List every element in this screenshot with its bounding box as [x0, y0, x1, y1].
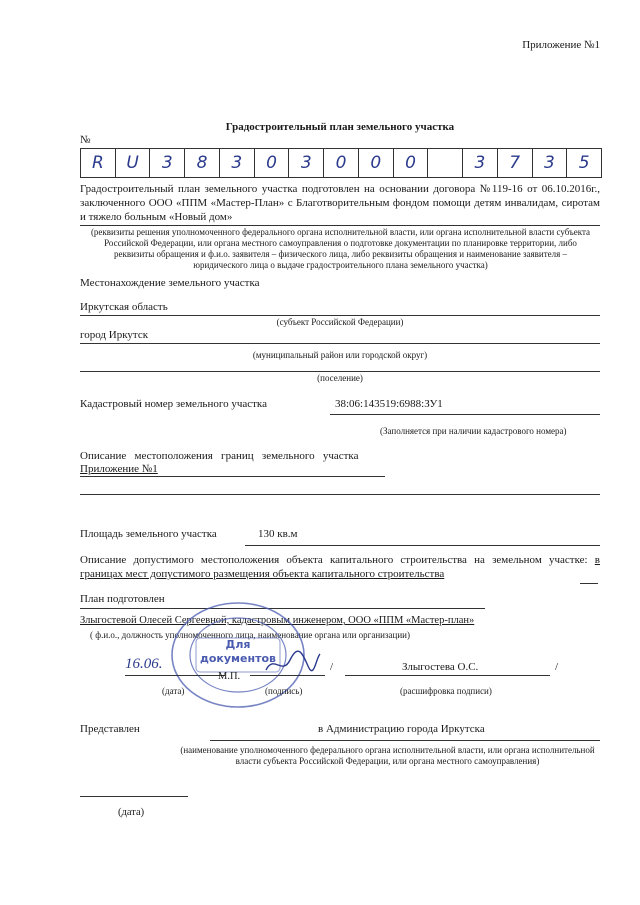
signature-mark	[262, 648, 322, 678]
plan-number-cell: U	[116, 149, 151, 177]
cadastral-value: 38:06:143519:6988:ЗУ1	[335, 398, 443, 410]
cadastral-label: Кадастровый номер земельного участка	[80, 398, 267, 410]
location-label: Местонахождение земельного участка	[80, 277, 260, 289]
plan-number-cell: 0	[359, 149, 394, 177]
plan-number-cells	[80, 148, 602, 178]
area-value: 130 кв.м	[258, 528, 298, 540]
stamp-text-1: Для	[225, 638, 251, 651]
page-title: Градостроительный план земельного участка	[225, 121, 455, 133]
settlement-caption: (поселение)	[317, 373, 363, 383]
boundaries-value-text: Приложение №1	[80, 463, 158, 475]
city-caption: (муниципальный район или городской округ)	[252, 350, 428, 360]
boundaries-label: Описание местоположения границ земельного участка	[80, 450, 359, 462]
plan-number-cell: 0	[255, 149, 290, 177]
slash-2: /	[555, 661, 559, 673]
decode-caption: (расшифровка подписи)	[400, 686, 492, 696]
plan-number-cell: 3	[533, 149, 568, 177]
stamp-text-2: документов	[199, 652, 277, 665]
plan-number-cell: 3	[463, 149, 498, 177]
plan-number-cell: 0	[394, 149, 429, 177]
presented-label: Представлен	[80, 723, 140, 735]
sign-date-handwritten: 16.06.	[125, 656, 163, 672]
mp-label: М.П.	[218, 671, 241, 682]
prepared-value-text: Злыгостевой Олесей Сергеевной, кадастровым инженером, ООО «ППМ «Мастер-план»	[80, 615, 475, 626]
region-caption: (субъект Российской Федерации)	[276, 317, 404, 327]
footer-date-caption: (дата)	[118, 807, 145, 818]
plan-number-cell: 3	[289, 149, 324, 177]
cadastral-caption: (Заполняется при наличии кадастрового номера)	[380, 426, 567, 436]
signer-name: Злыгостева О.С.	[402, 661, 479, 673]
sign-caption: (подпись)	[265, 686, 303, 696]
plan-number-cell: 3	[150, 149, 185, 177]
basis-text: Градостроительный план земельного участка подготовлен на основании договора №119-16 от 06.10.2016г., заключенного ООО «ППМ «Мастер-План» с Благотворительным фондом помощи детям инвалидам, сиротам и тяжело больным «Новый дом»	[80, 183, 600, 223]
area-label: Площадь земельного участка	[80, 528, 217, 540]
plan-number-cell: 8	[185, 149, 220, 177]
plan-number-cell: 7	[498, 149, 533, 177]
appendix-label: Приложение №1	[522, 39, 600, 51]
prepared-label: План подготовлен	[80, 593, 165, 605]
presented-value: в Администрацию города Иркутска	[318, 723, 485, 735]
prepared-caption: ( ф.и.о., должность уполномоченного лица, наименование органа или организации)	[90, 630, 410, 640]
boundaries-value	[80, 462, 158, 476]
plan-number-cell: 0	[324, 149, 359, 177]
placement-label: Описание допустимого местоположения объекта капитального строительства на земельном участке:	[80, 554, 588, 566]
number-label: №	[80, 134, 91, 146]
slash-1: /	[330, 661, 334, 673]
city-value: город Иркутск	[80, 329, 149, 341]
region-value: Иркутская область	[80, 301, 168, 313]
placement-text	[80, 553, 600, 581]
presented-caption: (наименование уполномоченного федерального органа исполнительной власти, или органа исполнительной власти субъекта Российской Федерации, или органа местного самоуправления)	[180, 745, 595, 766]
plan-number-cell: R	[81, 149, 116, 177]
date-caption: (дата)	[162, 686, 185, 696]
basis-caption: (реквизиты решения уполномоченного федерального органа исполнительной власти, или органа исполнительной власти субъекта Российской Федерации, или органа местного самоуправления о подготовке документации по планировке территории, либо реквизиты обращения и ф.и.о. заявителя – физического лица, либо реквизиты обращения и наименование заявителя – юридического лица о выдаче градостроительного плана земельного участка)	[90, 227, 591, 270]
plan-number-cell: 5	[578, 153, 590, 173]
plan-number-cell	[428, 149, 463, 177]
placement-value: в границах мест допустимого размещения объекта капитального строительства	[80, 554, 600, 580]
plan-number-cell: 3	[220, 149, 255, 177]
